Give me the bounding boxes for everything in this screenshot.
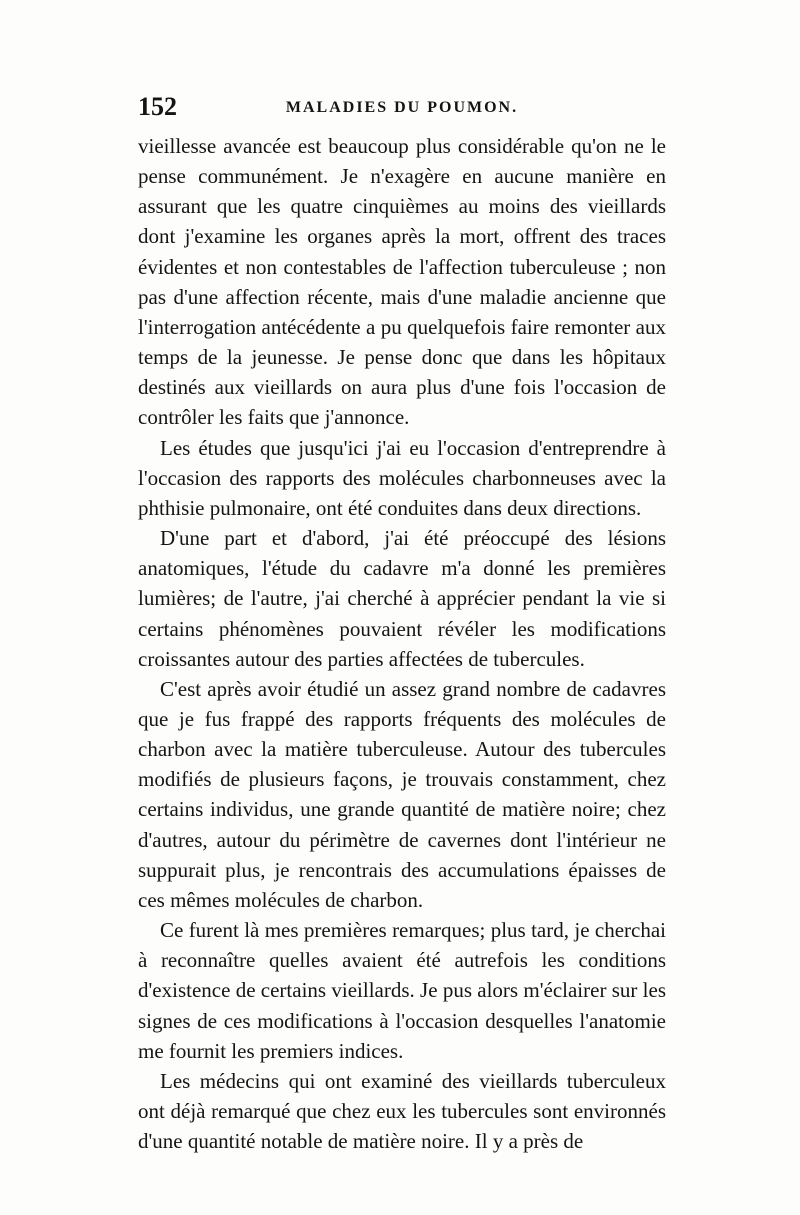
page-header [138,92,666,126]
paragraph: Ce furent là mes premières remarques; plus tard, je cherchai à reconnaître quelles avaient été autrefois les conditions d'existence de certains vieillards. Je pus alors m'éclairer sur les signes de ces modifications à l'occasion desquelles l'anatomie me fournit les premiers indices. [138,918,666,1063]
paragraph: C'est après avoir étudié un assez grand nombre de cadavres que je fus frappé des rapports fréquents des molécules de charbon avec la matière tuberculeuse. Autour des tubercules modifiés de plusieurs façons, je trouvais constamment, chez certains individus, une grande quantité de matière noire; chez d'autres, autour du périmètre de cavernes dont l'intérieur ne suppurait plus, je rencontrais des accumulations épaisses de ces mêmes molécules de charbon. [138,676,666,912]
paragraph: Les médecins qui ont examiné des vieillards tuberculeux ont déjà remarqué que chez eux les tubercules sont environnés d'une quantité notable de matière noire. Il y a près de [138,1068,666,1154]
body-text [138,131,666,1156]
running-title: MALADIES DU POUMON. [285,99,519,116]
paragraph: D'une part et d'abord, j'ai été préoccupé des lésions anatomiques, l'étude du cadavre m'a donné les premières lumières; de l'autre, j'ai cherché à apprécier pendant la vie si certains phénomènes pouvaient révéler les modifications croissantes autour des parties affectées de tubercules. [138,526,666,671]
page-number: 152 [138,92,177,121]
paragraph: Les études que jusqu'ici j'ai eu l'occasion d'entreprendre à l'occasion des rapports des molécules charbonneuses avec la phthisie pulmonaire, ont été conduites dans deux directions. [138,435,666,520]
paragraph-continuation: vieillesse avancée est beaucoup plus considérable qu'on ne le pense communément. Je n'exagère en aucune manière en assurant que les quatre cinquièmes au moins des vieillards dont j'examine les organes après la mort, offrent des traces évidentes et non contestables de l'affection tuberculeuse ; non pas d'une affection récente, mais d'une maladie ancienne que l'interrogation antécédente a pu quelquefois faire remonter aux temps de la jeunesse. Je pense donc que dans les hôpitaux destinés aux vieillards on aura plus d'une fois l'occasion de contrôler les faits que j'annonce. [138,134,666,430]
